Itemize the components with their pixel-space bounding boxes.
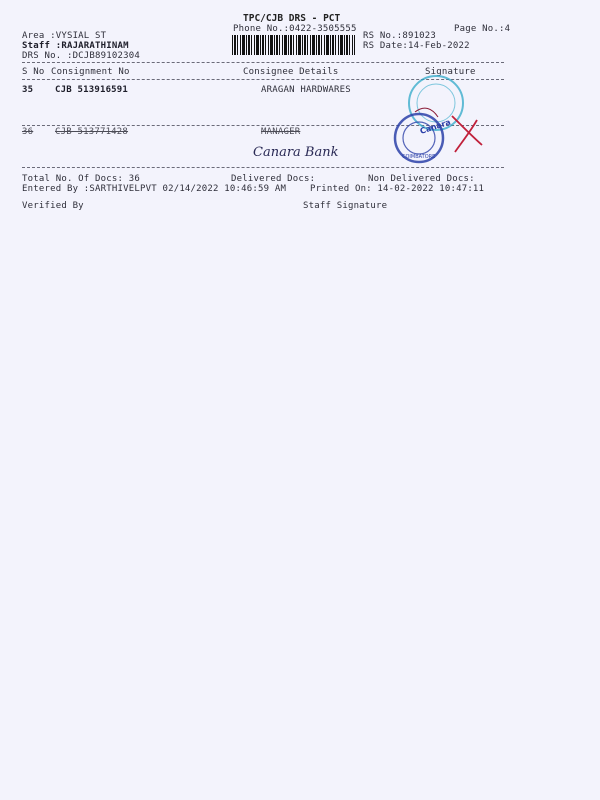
barcode-image: [232, 35, 355, 55]
stamp-text-bottom: COIMBATORE: [402, 154, 436, 160]
stamp-text-top: Canara: [418, 117, 452, 136]
non-delivered-docs: Non Delivered Docs:: [368, 174, 475, 184]
total-docs: Total No. Of Docs: 36: [22, 174, 140, 184]
row-35-consignment: CJB 513916591: [55, 85, 129, 95]
phone-number: Phone No.:0422-3505555: [233, 24, 357, 34]
column-header-signature: Signature: [425, 67, 476, 77]
column-header-consignment: Consignment No: [51, 67, 130, 77]
divider-top: [22, 62, 504, 63]
column-header-consignee: Consignee Details: [243, 67, 339, 77]
delivered-docs: Delivered Docs:: [231, 174, 316, 184]
column-header-sno: S No: [22, 67, 45, 77]
staff-label: Staff :RAJARATHINAM: [22, 41, 129, 51]
drs-number: DRS No. :DCJB89102304: [22, 51, 140, 61]
row-35-consignee: ARAGAN HARDWARES: [261, 85, 351, 95]
page-number: Page No.:4: [454, 24, 511, 34]
report-title: TPC/CJB DRS - PCT: [243, 13, 341, 24]
row-36-sno: 36: [22, 127, 34, 137]
handwritten-canara-bank: Canara Bank: [253, 145, 339, 160]
rs-number: RS No.:891023: [363, 31, 437, 41]
entered-by: Entered By :SARTHIVELPVT 02/14/2022 10:46:59 AM: [22, 184, 287, 194]
row-36-consignment: CJB 513771428: [55, 127, 129, 137]
rs-date: RS Date:14-Feb-2022: [363, 41, 470, 51]
area-label: Area :VYSIAL ST: [22, 31, 107, 41]
verified-by-label: Verified By: [22, 201, 84, 211]
staff-signature-label: Staff Signature: [303, 201, 388, 211]
printed-on: Printed On: 14-02-2022 10:47:11: [310, 184, 485, 194]
row-36-consignee: MANAGER: [261, 127, 301, 137]
row-35-sno: 35: [22, 85, 34, 95]
bank-stamp: [380, 72, 505, 177]
